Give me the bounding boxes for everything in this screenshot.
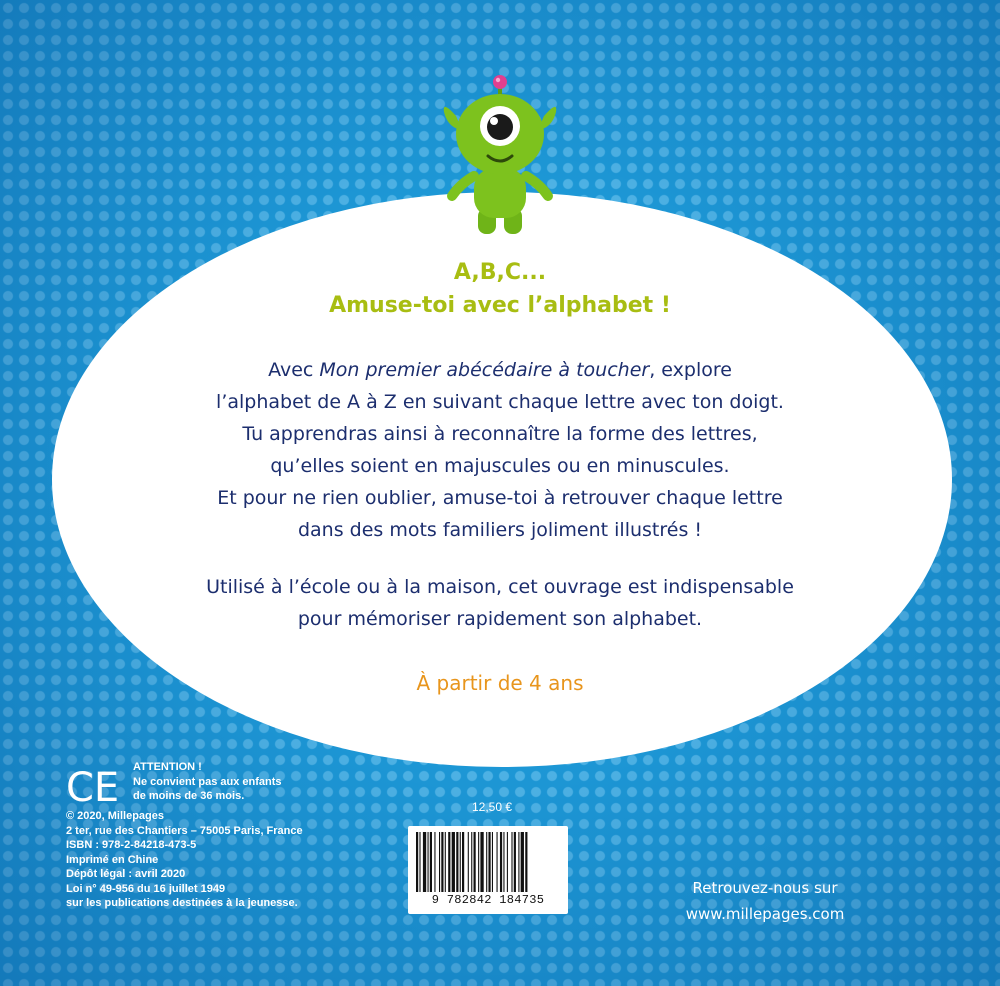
ce-mark-text: CE [66, 766, 120, 806]
ce-mark-icon [66, 766, 126, 806]
barcode-bars-icon [416, 832, 560, 892]
legal-info [66, 809, 303, 911]
website-tagline: Retrouvez-nous sur [692, 879, 838, 897]
description [100, 354, 900, 546]
heading-line-2: Amuse-toi avec l’alphabet ! [329, 293, 671, 318]
description-2 [100, 571, 900, 635]
description-line-2: l’alphabet de A à Z en suivant chaque lettre avec ton doigt. [216, 391, 784, 413]
law-reference: Loi n° 49-956 du 16 juillet 1949 [66, 882, 226, 895]
age-recommendation: À partir de 4 ans [416, 671, 584, 695]
law-reference-2: sur les publications destinées à la jeunesse. [66, 897, 298, 909]
isbn: ISBN : 978-2-84218-473-5 [66, 839, 197, 851]
description-line-6: dans des mots familiers joliment illustrés ! [297, 519, 703, 541]
description-line-3: Tu apprendras ainsi à reconnaître la forme des lettres, [242, 423, 758, 445]
description-line-5: Et pour ne rien oublier, amuse-toi à retrouver chaque lettre [217, 487, 783, 509]
description-2-line-1: Utilisé à l’école ou à la maison, cet ouvrage est indispensable [206, 576, 794, 598]
warning-line-1: Ne convient pas aux enfants [133, 775, 282, 788]
book-title: Mon premier abécédaire à toucher [319, 359, 650, 381]
description-2-line-2: pour mémoriser rapidement son alphabet. [297, 608, 703, 630]
description-line-1: Avec Mon premier abécédaire à toucher, explore [268, 359, 732, 381]
safety-warning [133, 760, 282, 804]
website-info [660, 875, 870, 927]
warning-title: ATTENTION ! [133, 761, 202, 773]
website-url[interactable]: www.millepages.com [685, 905, 845, 923]
barcode-number: 9 782842 184735 [431, 893, 545, 907]
copyright: © 2020, Millepages [66, 810, 164, 822]
publisher-address: 2 ter, rue des Chantiers – 75005 Paris, France [66, 824, 303, 837]
printed-in: Imprimé en Chine [66, 853, 159, 866]
heading-line-1: A,B,C... [453, 260, 547, 285]
barcode [408, 826, 568, 914]
price: 12,50 € [472, 800, 513, 814]
green-cyclops-alien-icon [438, 72, 562, 242]
description-line-4: qu’elles soient en majuscules ou en minuscules. [270, 455, 730, 477]
legal-deposit: Dépôt légal : avril 2020 [66, 868, 186, 880]
warning-line-2: de moins de 36 mois. [133, 790, 245, 802]
